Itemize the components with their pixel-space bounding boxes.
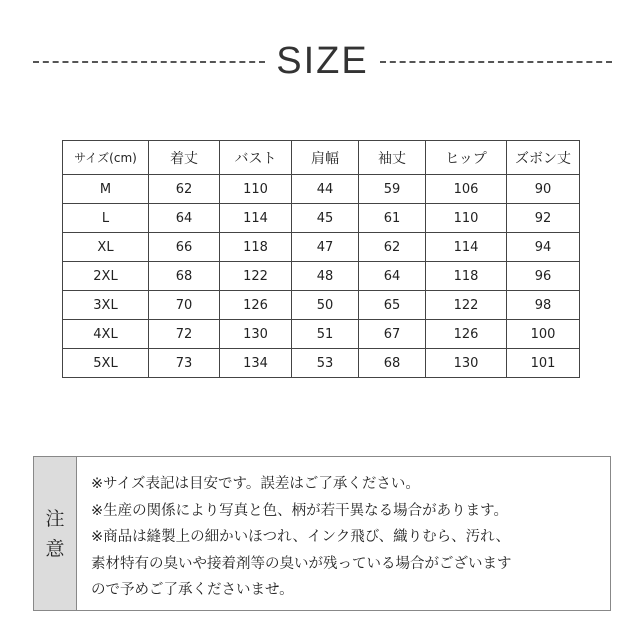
table-cell: 47 bbox=[292, 233, 359, 262]
column-header-size: サイズ(cm) bbox=[63, 141, 149, 175]
table-cell: 101 bbox=[507, 349, 580, 378]
table-cell: 62 bbox=[359, 233, 426, 262]
table-cell: 44 bbox=[292, 175, 359, 204]
notes-label bbox=[34, 457, 77, 610]
column-header-sleeve: 袖丈 bbox=[359, 141, 426, 175]
table-cell: 4XL bbox=[63, 320, 149, 349]
note-line: ので予めご了承くださいませ。 bbox=[91, 582, 294, 598]
table-cell: 118 bbox=[220, 233, 292, 262]
table-cell: 98 bbox=[507, 291, 580, 320]
table-row bbox=[63, 291, 580, 320]
table-cell: 114 bbox=[426, 233, 507, 262]
table-cell: 94 bbox=[507, 233, 580, 262]
size-header bbox=[0, 36, 640, 88]
table-cell: 65 bbox=[359, 291, 426, 320]
table-cell: 67 bbox=[359, 320, 426, 349]
table-cell: M bbox=[63, 175, 149, 204]
table-cell: 126 bbox=[220, 291, 292, 320]
table-cell: 45 bbox=[292, 204, 359, 233]
notes-label-char: 注 bbox=[45, 507, 65, 530]
table-cell: 61 bbox=[359, 204, 426, 233]
table-header-row bbox=[63, 141, 580, 175]
table-cell: 126 bbox=[426, 320, 507, 349]
size-table bbox=[62, 140, 580, 378]
table-cell: 53 bbox=[292, 349, 359, 378]
table-cell: 96 bbox=[507, 262, 580, 291]
table-row bbox=[63, 262, 580, 291]
note-line: ※生産の関係により写真と色、柄が若干異なる場合があります。 bbox=[91, 502, 508, 519]
notes-body bbox=[77, 457, 610, 610]
table-cell: 59 bbox=[359, 175, 426, 204]
table-cell: 92 bbox=[507, 204, 580, 233]
table-cell: 64 bbox=[149, 204, 220, 233]
table-row bbox=[63, 349, 580, 378]
table-cell: 70 bbox=[149, 291, 220, 320]
table-cell: 110 bbox=[426, 204, 507, 233]
header-dash-right bbox=[380, 61, 612, 63]
table-cell: 134 bbox=[220, 349, 292, 378]
table-cell: 73 bbox=[149, 349, 220, 378]
table-cell: 50 bbox=[292, 291, 359, 320]
table-cell: 72 bbox=[149, 320, 220, 349]
column-header-shoulder: 肩幅 bbox=[292, 141, 359, 175]
notes-box bbox=[33, 456, 611, 611]
table-cell: 66 bbox=[149, 233, 220, 262]
column-header-bust: バスト bbox=[220, 141, 292, 175]
table-cell: 64 bbox=[359, 262, 426, 291]
header-dash-left bbox=[33, 61, 265, 63]
table-cell: 100 bbox=[507, 320, 580, 349]
table-cell: 48 bbox=[292, 262, 359, 291]
table-cell: XL bbox=[63, 233, 149, 262]
table-cell: 3XL bbox=[63, 291, 149, 320]
table-row bbox=[63, 204, 580, 233]
column-header-pants-length: ズボン丈 bbox=[507, 141, 580, 175]
table-row bbox=[63, 320, 580, 349]
table-cell: 5XL bbox=[63, 349, 149, 378]
note-line: ※サイズ表記は目安です。誤差はご了承ください。 bbox=[91, 476, 420, 492]
table-cell: 68 bbox=[359, 349, 426, 378]
table-cell: 62 bbox=[149, 175, 220, 204]
column-header-length: 着丈 bbox=[149, 141, 220, 175]
table-cell: 122 bbox=[220, 262, 292, 291]
table-cell: 122 bbox=[426, 291, 507, 320]
note-line: 素材特有の臭いや接着剤等の臭いが残っている場合がございます bbox=[91, 555, 512, 572]
table-cell: 130 bbox=[220, 320, 292, 349]
table-cell: 118 bbox=[426, 262, 507, 291]
table-cell: 51 bbox=[292, 320, 359, 349]
table-cell: 2XL bbox=[63, 262, 149, 291]
column-header-hip: ヒップ bbox=[426, 141, 507, 175]
notes-label-char: 意 bbox=[45, 537, 65, 560]
table-cell: 110 bbox=[220, 175, 292, 204]
table-cell: 90 bbox=[507, 175, 580, 204]
table-cell: 114 bbox=[220, 204, 292, 233]
page-title: SIZE bbox=[276, 40, 369, 82]
note-line: ※商品は縫製上の細かいほつれ、インク飛び、織りむら、汚れ、 bbox=[91, 529, 511, 545]
table-row bbox=[63, 233, 580, 262]
table-cell: L bbox=[63, 204, 149, 233]
table-cell: 130 bbox=[426, 349, 507, 378]
table-cell: 106 bbox=[426, 175, 507, 204]
table-cell: 68 bbox=[149, 262, 220, 291]
table-row bbox=[63, 175, 580, 204]
